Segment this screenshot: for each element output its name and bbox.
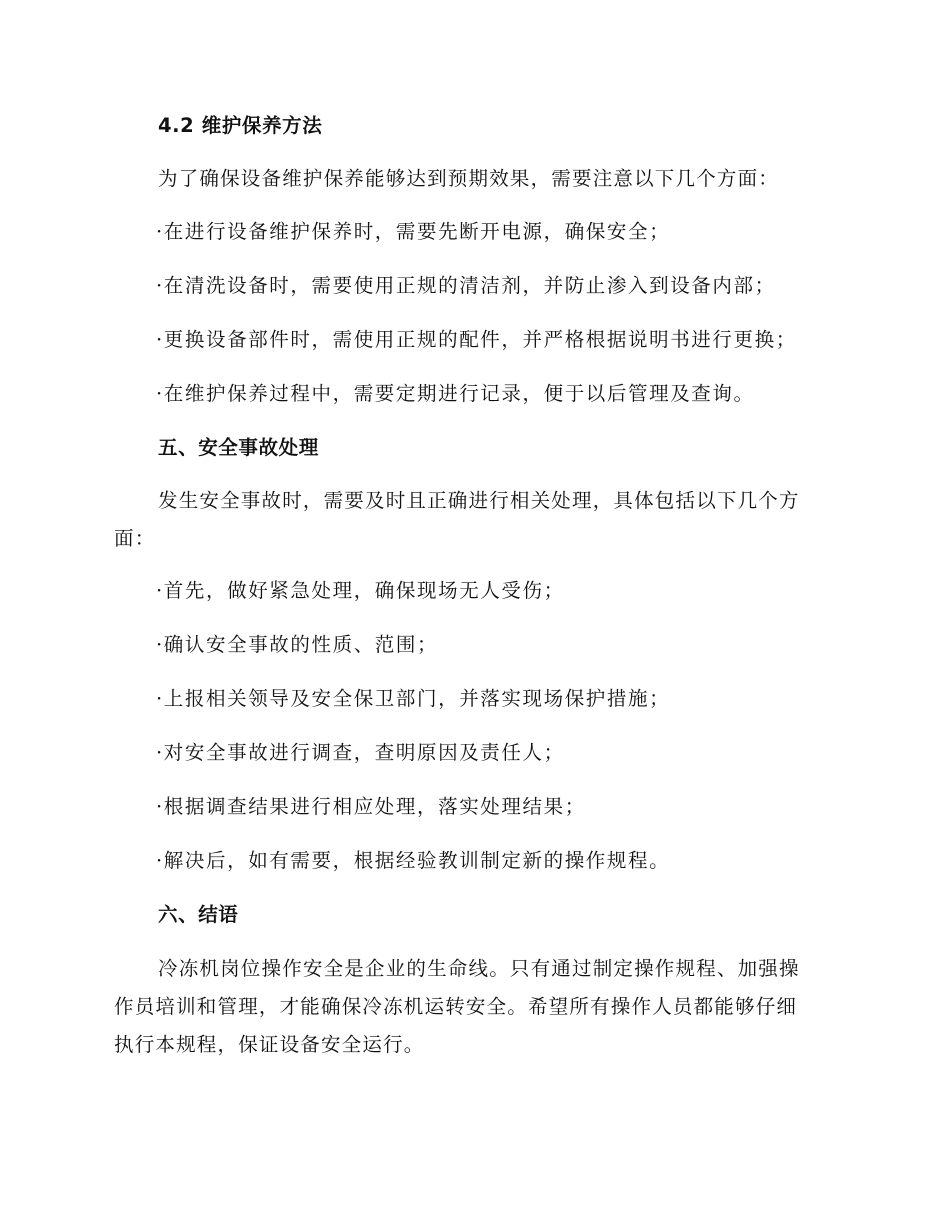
list-item: ·更换设备部件时，需使用正规的配件，并严格根据说明书进行更换； [156, 328, 797, 351]
paragraph-conclusion-line-1: 冷冻机岗位操作安全是企业的生命线。只有通过制定操作规程、加强操 [158, 957, 800, 980]
paragraph-conclusion-line-2: 作员培训和管理，才能确保冷冻机运转安全。希望所有操作人员都能够仔细 [114, 995, 798, 1018]
section-heading-maintenance-methods: 4.2 维护保养方法 [158, 114, 323, 137]
paragraph-accident-intro-line-1: 发生安全事故时，需要及时且正确进行相关处理，具体包括以下几个方 [158, 489, 800, 512]
list-item: ·首先，做好紧急处理，确保现场无人受伤； [156, 579, 565, 602]
list-item: ·在清洗设备时，需要使用正规的清洁剂，并防止渗入到设备内部； [156, 274, 776, 297]
section-heading-conclusion: 六、结语 [158, 903, 239, 926]
section-heading-accident-handling: 五、安全事故处理 [158, 436, 319, 459]
paragraph-maintenance-intro: 为了确保设备维护保养能够达到预期效果，需要注意以下几个方面： [158, 167, 780, 190]
paragraph-accident-intro-line-2: 面： [114, 527, 156, 550]
list-item: ·解决后，如有需要，根据经验教训制定新的操作规程。 [156, 849, 671, 872]
paragraph-conclusion-line-3: 执行本规程，保证设备安全运行。 [114, 1033, 425, 1056]
list-item: ·对安全事故进行调查，查明原因及责任人； [156, 741, 565, 764]
list-item: ·根据调查结果进行相应处理，落实处理结果； [156, 795, 586, 818]
list-item: ·确认安全事故的性质、范围； [156, 633, 439, 656]
list-item: ·在进行设备维护保养时，需要先断开电源，确保安全； [156, 220, 671, 243]
list-item: ·在维护保养过程中，需要定期进行记录，便于以后管理及查询。 [156, 382, 755, 405]
list-item: ·上报相关领导及安全保卫部门，并落实现场保护措施； [156, 687, 671, 710]
